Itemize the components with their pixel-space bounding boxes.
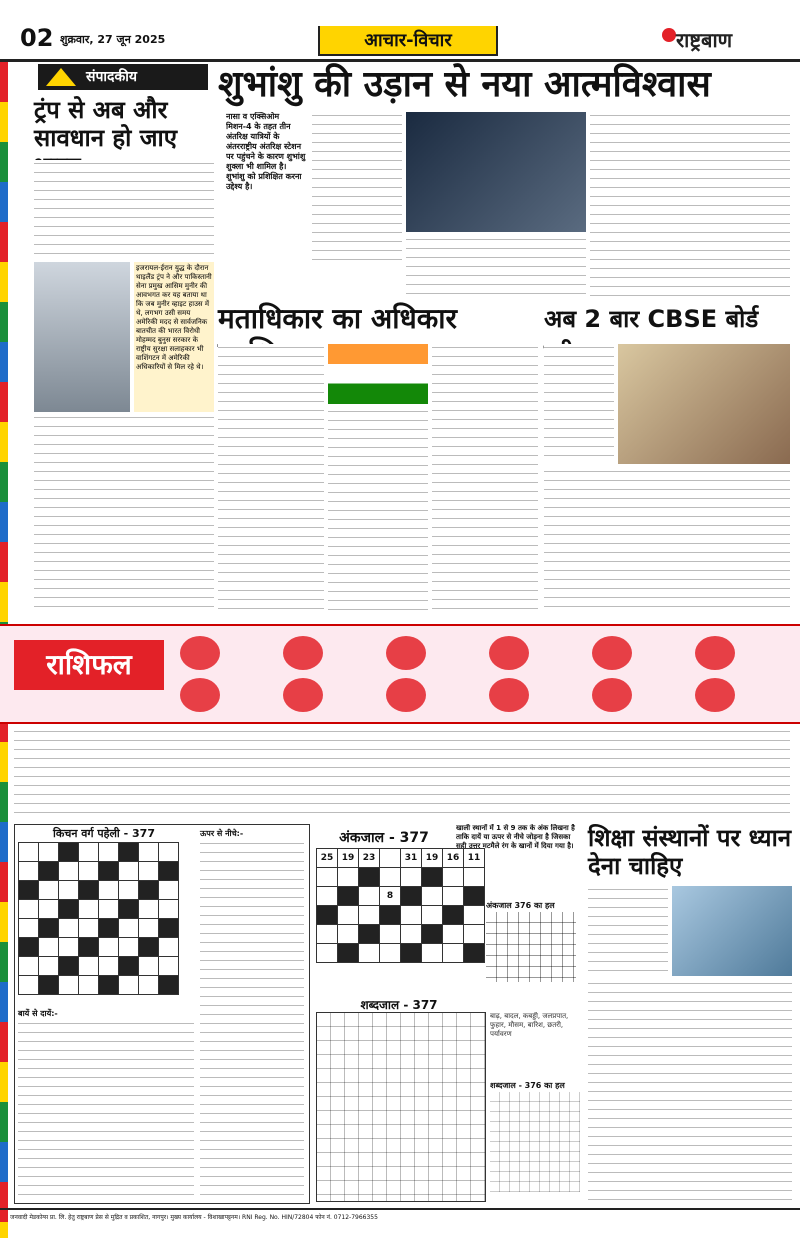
ankjaal-cell — [464, 925, 485, 944]
flag-image — [328, 344, 428, 404]
article2-headline: मताधिकार का अधिकार — [218, 302, 457, 335]
ankjaal-cell — [401, 906, 422, 925]
ankjaal-cell — [359, 906, 380, 925]
taurus-icon — [283, 636, 323, 670]
ankjaal-cell: 11 — [464, 849, 485, 868]
ankjaal-title: अंकजाल - 377 — [339, 830, 429, 846]
ankjaal-cell — [464, 906, 485, 925]
article2-body-2 — [328, 408, 428, 614]
aquarius-icon — [592, 678, 632, 712]
capricorn-icon — [489, 678, 529, 712]
article3-body-1 — [544, 344, 614, 464]
across-clues-title: बायें से दायें:- — [18, 1009, 58, 1018]
ankjaal-row — [317, 925, 485, 944]
ankjaal-cell — [317, 944, 338, 963]
imprint-footer: जनवादी मेडकोग्स प्रा. लि. हेतु राष्ट्रबाण प्रेस से मुद्रित व प्रकाशित, नागपुर। मुख्य कार्यालय - विशाखापट्टनम। RNI Reg. No. HIN/72804 फोन नं. 0712-7966355 — [0, 1208, 800, 1238]
ankjaal-cell — [338, 925, 359, 944]
ankjaal-prev-grid — [486, 912, 576, 982]
lead-body-2 — [406, 236, 586, 296]
ankjaal-row — [317, 868, 485, 887]
ankjaal-cell — [422, 925, 443, 944]
ankjaal-row — [317, 887, 485, 906]
ankjaal-cell — [401, 887, 422, 906]
lead-headline: शुभांशु की उड़ान से नया आत्मविश्वास — [218, 64, 711, 105]
ankjaal-cell — [317, 925, 338, 944]
pisces-icon — [695, 678, 735, 712]
ankjaal-cell — [317, 887, 338, 906]
ankjaal-cell — [443, 906, 464, 925]
article3-headline: अब 2 बार CBSE बोर्ड — [544, 305, 759, 333]
ankjaal-cell: 25 — [317, 849, 338, 868]
ankjaal-cell: 31 — [401, 849, 422, 868]
ankjaal-cell — [464, 887, 485, 906]
ankjaal-instruction: खाली स्थानों में 1 से 9 तक के अंक लिखना है ताकि दायें या ऊपर से नीचे जोड़ना है जिसका सही उत्तर मटमैले रंग के खानों में दिया गया है। — [456, 824, 575, 850]
editorial-badge: संपादकीय — [38, 64, 208, 90]
ankjaal-cell — [380, 944, 401, 963]
libra-icon — [180, 678, 220, 712]
ankjaal-cell: 23 — [359, 849, 380, 868]
rashifal-body — [14, 728, 790, 818]
ankjaal-cell — [464, 868, 485, 887]
editorial-body — [34, 160, 214, 260]
astronaut-photo — [406, 112, 586, 232]
leo-icon — [592, 636, 632, 670]
ankjaal-cell — [317, 906, 338, 925]
ankjaal-cell — [464, 944, 485, 963]
down-clues-title: ऊपर से नीचे:- — [200, 829, 244, 838]
shabdjaal-grid — [316, 1012, 486, 1202]
ankjaal-row — [317, 944, 485, 963]
ankjaal-prev-title: अंकजाल 376 का हल — [486, 901, 555, 910]
ankjaal-cell — [359, 944, 380, 963]
ankjaal-cell — [317, 868, 338, 887]
ankjaal-cell: 19 — [338, 849, 359, 868]
article4-headline: शिक्षा संस्थानों पर ध्यान देना चाहिए — [588, 824, 792, 880]
ankjaal-cell — [401, 868, 422, 887]
ankjaal-cell — [338, 868, 359, 887]
across-clues — [18, 1020, 194, 1200]
gemini-icon — [386, 636, 426, 670]
crossword-grid — [18, 842, 179, 995]
article2-body-1 — [218, 344, 324, 614]
ankjaal-cell — [338, 944, 359, 963]
students-photo — [618, 344, 790, 464]
ankjaal-cell — [338, 906, 359, 925]
editorial-photo — [34, 262, 130, 412]
ankjaal-row — [317, 906, 485, 925]
ankjaal-cell — [338, 887, 359, 906]
ankjaal-cell — [422, 887, 443, 906]
lead-body-1 — [312, 112, 402, 262]
ankjaal-cell — [380, 906, 401, 925]
ankjaal-cell — [380, 925, 401, 944]
shabdjaal-title: शब्दजाल - 377 — [360, 998, 438, 1012]
cancer-icon — [489, 636, 529, 670]
ankjaal-cell — [401, 925, 422, 944]
lead-pullquote: नासा व एक्सिओम मिशन-4 के तहत तीन अंतरिक्ष यात्रियों के अंतरराष्ट्रीय अंतरिक्ष स्टेशन पर पहुंचने के कारण शुभांशु शुक्ला भी शामिल है। शुभांशु को प्रशिक्षित करना उद्देश्य है। — [226, 112, 306, 191]
students-campus-photo — [672, 886, 792, 976]
ankjaal-cell — [380, 849, 401, 868]
rashifal-title: राशिफल — [14, 640, 164, 690]
section-title: आचार-विचार — [318, 26, 498, 56]
editorial-caption: इजरायल-ईरान युद्ध के दौरान थाइलैंड ट्रंप ने और पाकिस्तानी सेना प्रमुख आसिम मुनीर की आवभगत कर यह बताया था कि जब मुनीर व्हाइट हाउस में थे, लगभग उसी समय अमेरिकी मदद से सार्वजनिक बातचीत की भारत विरोधी मोहम्मद बुनुस सरकार के राष्ट्रीय सुरक्षा सलाहकार भी वाशिंगटन में अमेरिकी अधिकारियों से मिल रहे थे। — [134, 262, 214, 412]
ankjaal-cell — [359, 868, 380, 887]
ankjaal-cell — [443, 887, 464, 906]
lead-body-3 — [590, 112, 790, 296]
ankjaal-grid — [316, 848, 485, 963]
article3-body-2 — [544, 468, 790, 614]
shabdjaal-words: बाढ़, बादल, कबड्डी, जलप्रपात, फुहार, मौसम, बारिश, छतरी, पर्यावरण — [490, 1012, 569, 1038]
crossword-title: किचन वर्ग पहेली - 377 — [53, 827, 155, 840]
ankjaal-cell — [422, 944, 443, 963]
aries-icon — [180, 636, 220, 670]
zodiac-icons — [180, 636, 790, 716]
editorial-body-2 — [34, 414, 214, 614]
scorpio-icon — [283, 678, 323, 712]
page-number: 02 — [20, 24, 54, 52]
ankjaal-cell — [359, 925, 380, 944]
logo-icon — [662, 28, 676, 42]
ankjaal-cell — [359, 887, 380, 906]
shabdjaal-prev-grid — [490, 1092, 580, 1192]
ankjaal-cell: 19 — [422, 849, 443, 868]
ankjaal-cell — [422, 906, 443, 925]
ankjaal-cell — [401, 944, 422, 963]
ankjaal-cell — [443, 868, 464, 887]
issue-date: शुक्रवार, 27 जून 2025 — [60, 33, 166, 46]
masthead-logo: राष्ट्रबाण — [676, 28, 733, 52]
ankjaal-cell — [380, 868, 401, 887]
ankjaal-cell: 8 — [380, 887, 401, 906]
article4-body-1 — [588, 886, 668, 976]
ankjaal-cell — [443, 925, 464, 944]
ankjaal-cell — [422, 868, 443, 887]
ankjaal-cell: 16 — [443, 849, 464, 868]
ankjaal-row — [317, 849, 485, 868]
article4-body-2 — [588, 980, 792, 1202]
article2-body-3 — [432, 344, 538, 614]
sagittarius-icon — [386, 678, 426, 712]
shabdjaal-prev-title: शब्दजाल - 376 का हल — [490, 1081, 565, 1090]
editorial-title: ट्रंप से अब और सावधान हो जाए — [34, 96, 178, 152]
virgo-icon — [695, 636, 735, 670]
down-clues — [200, 840, 304, 1200]
ankjaal-cell — [443, 944, 464, 963]
